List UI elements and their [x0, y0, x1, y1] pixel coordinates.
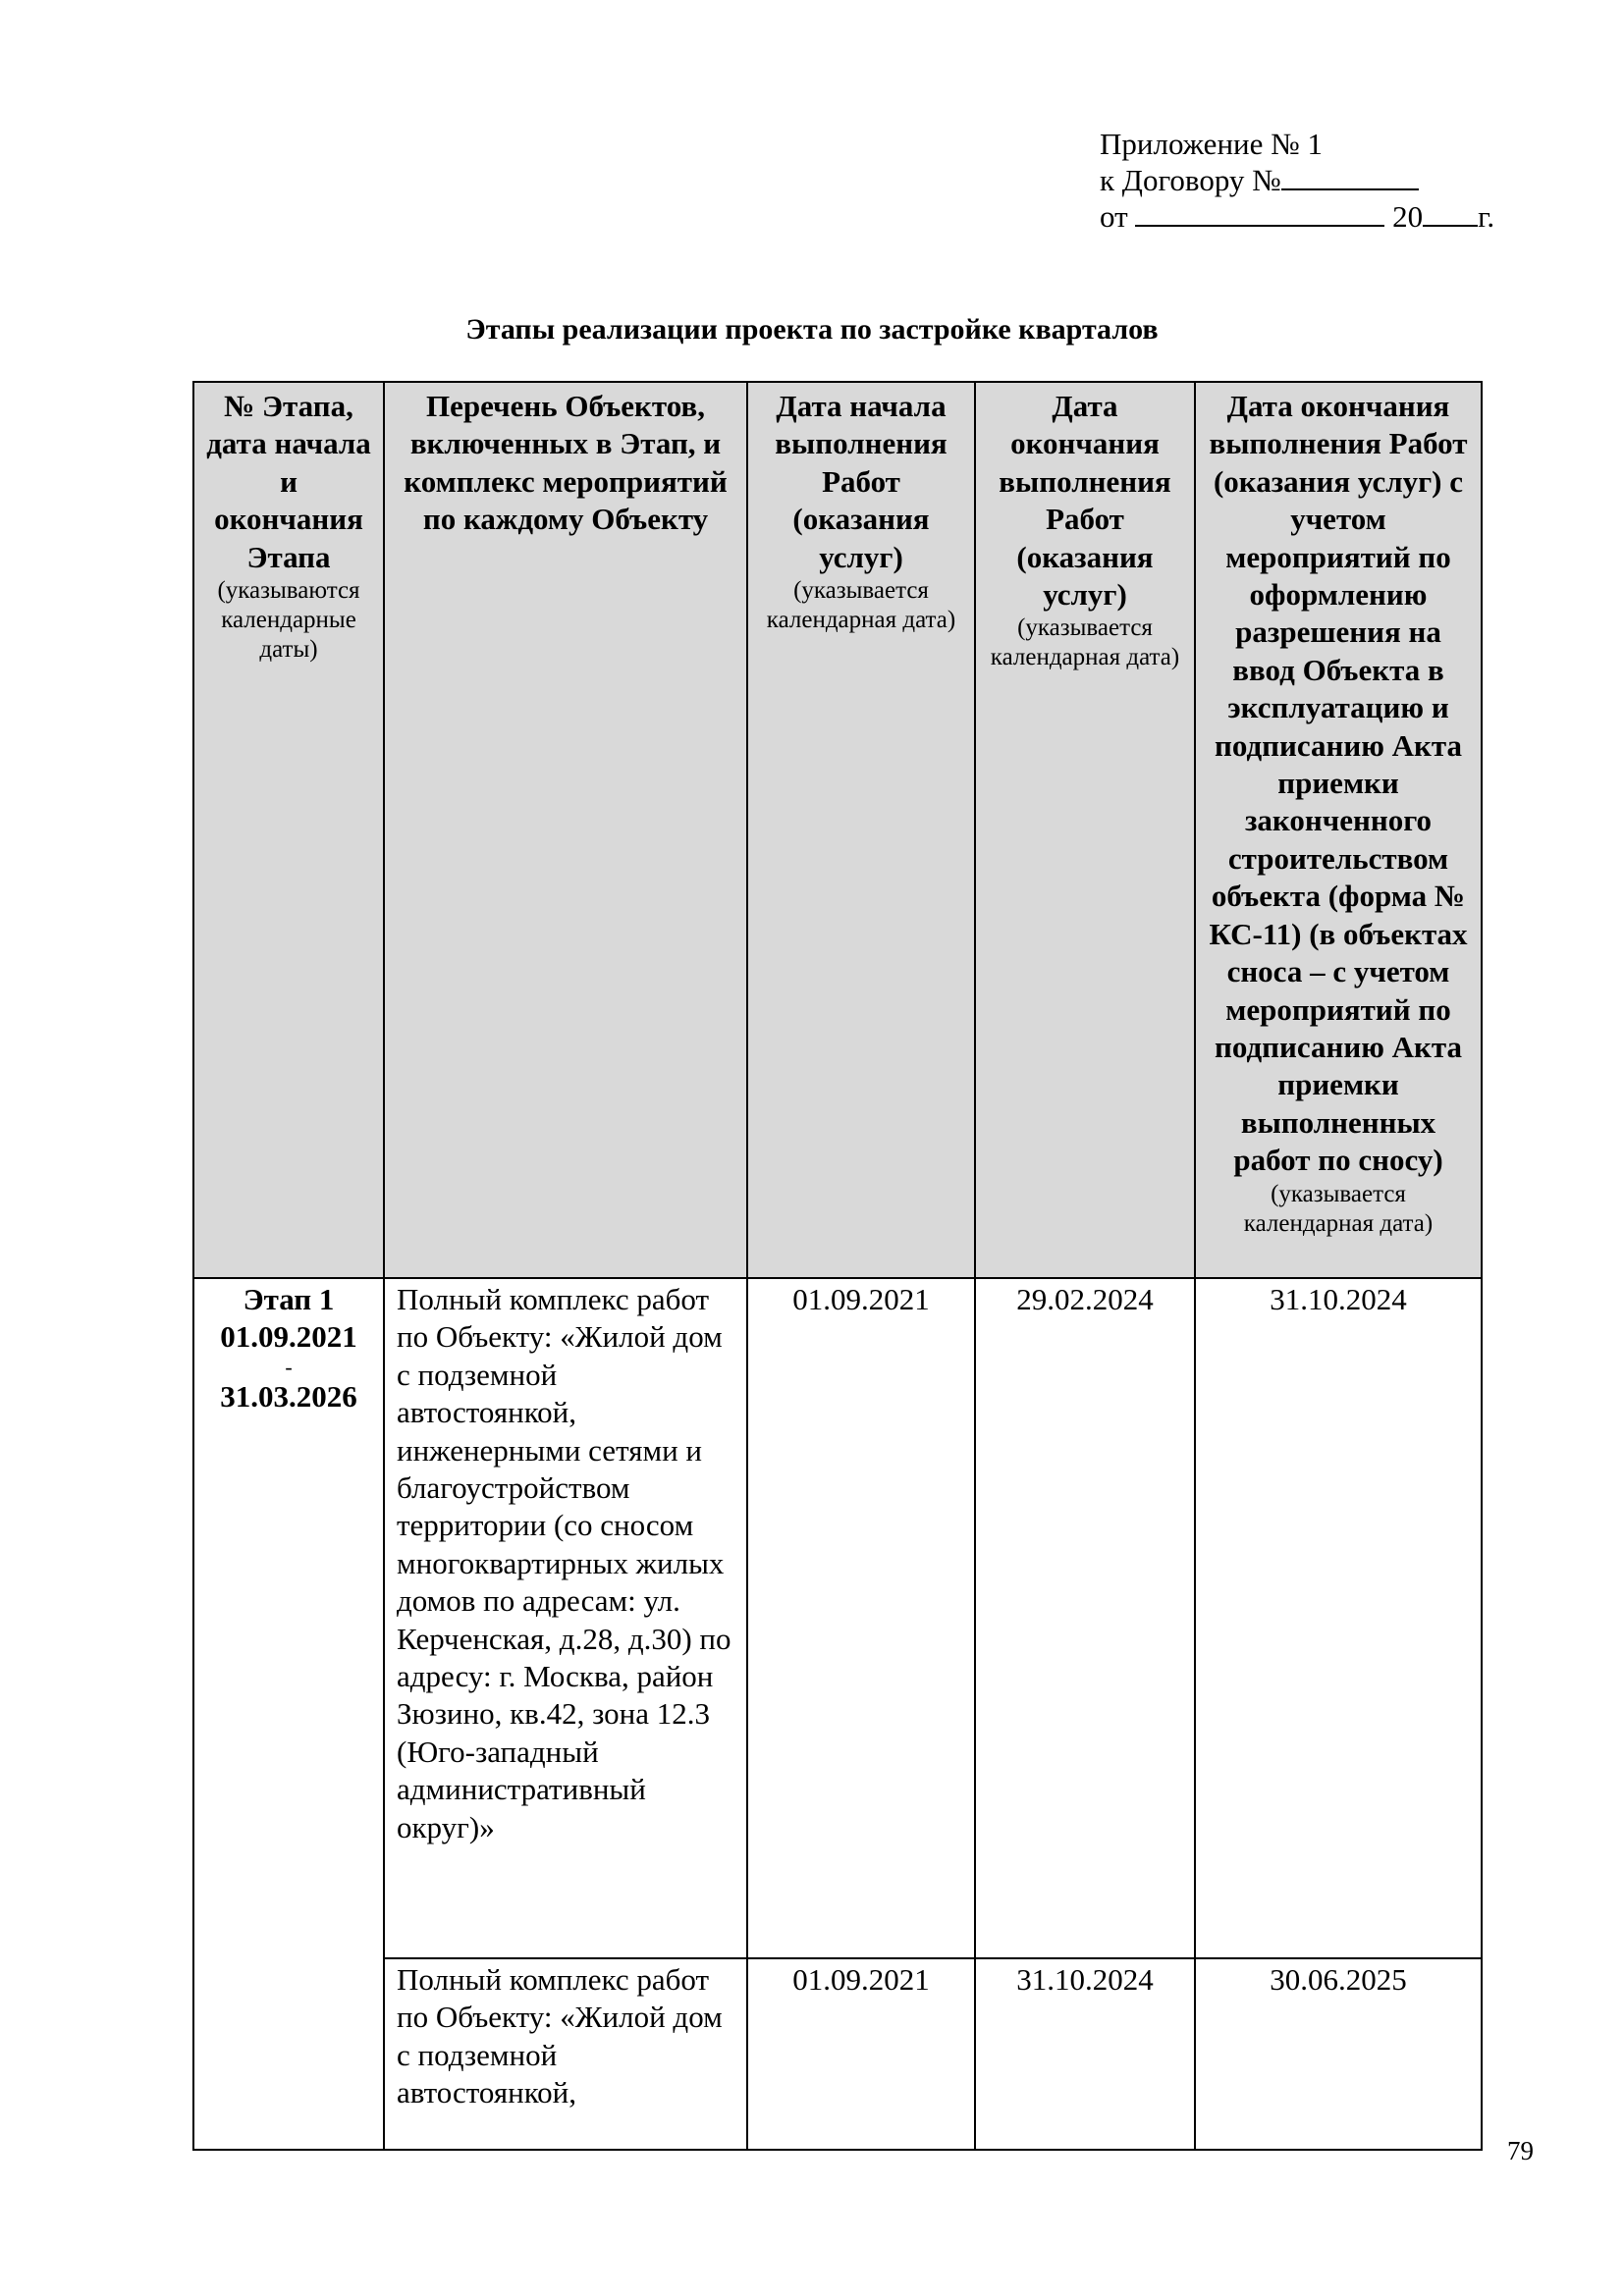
table-row — [193, 1958, 1482, 2150]
final-date: 31.10.2024 — [1195, 1278, 1482, 1958]
header-end-date — [975, 382, 1195, 1278]
header-end-date-note: (указывается календарная дата) — [990, 614, 1180, 671]
stage-start: 01.09.2021 — [220, 1319, 357, 1355]
header-objects-label: Перечень Объектов, включенных в Этап, и комплекс мероприятий по каждому Объекту — [404, 389, 728, 537]
stages-table — [192, 381, 1483, 2151]
stage-dash: - — [285, 1354, 293, 1379]
header-stage-label: № Этапа, дата начала и окончания Этапа — [206, 389, 371, 574]
appendix-line-1: Приложение № 1 — [1100, 127, 1323, 161]
appendix-year-prefix: 20 — [1392, 199, 1424, 234]
table-header-row — [193, 382, 1482, 1278]
end-date: 31.10.2024 — [975, 1958, 1195, 2150]
end-date: 29.02.2024 — [975, 1278, 1195, 1958]
appendix-header — [1100, 126, 1494, 235]
appendix-date-prefix: от — [1100, 199, 1128, 234]
stage-cell — [193, 1278, 384, 2150]
final-date: 30.06.2025 — [1195, 1958, 1482, 2150]
table-row — [193, 1278, 1482, 1958]
appendix-line-3 — [1100, 198, 1494, 235]
contract-year-blank — [1423, 199, 1478, 227]
contract-date-blank — [1135, 199, 1384, 227]
header-start-date-note: (указывается календарная дата) — [766, 577, 956, 634]
object-description: Полный комплекс работ по Объекту: «Жилой дом с подземной автостоянкой, инженерными сетями и благоустройством территории (со сносом многоквартирных жилых домов по адресам: ул. Керченская, д.28, д.30) по адресу: г. Москва, район Зюзино, кв.42, зона 12.3 (Юго-западный административный округ)» — [384, 1278, 747, 1958]
object-description: Полный комплекс работ по Объекту: «Жилой дом с подземной автостоянкой, — [384, 1958, 747, 2150]
appendix-year-suffix: г. — [1478, 199, 1495, 234]
header-stage — [193, 382, 384, 1278]
stage-name: Этап 1 — [243, 1282, 335, 1316]
header-end-date-label: Дата окончания выполнения Работ (оказания услуг) — [999, 389, 1171, 613]
header-stage-note: (указываются календарные даты) — [217, 577, 360, 664]
contract-number-blank — [1281, 163, 1419, 190]
stage-end: 31.03.2026 — [220, 1378, 357, 1414]
appendix-contract-label: к Договору № — [1100, 163, 1281, 197]
header-final-date-label: Дата окончания выполнения Работ (оказания услуг) с учетом мероприятий по оформлению разрешения на ввод Объекта в эксплуатацию и подписанию Акта приемки законченного строительством объекта (форма № КС-11) (в объектах сноса – с учетом мероприятий по подписанию Акта приемки выполненных работ по сносу) — [1209, 389, 1468, 1178]
start-date: 01.09.2021 — [747, 1278, 975, 1958]
start-date: 01.09.2021 — [747, 1958, 975, 2150]
appendix-line-2 — [1100, 162, 1494, 198]
header-final-date-note: (указывается календарная дата) — [1243, 1180, 1434, 1237]
header-final-date — [1195, 382, 1482, 1278]
document-title: Этапы реализации проекта по застройке кварталов — [465, 313, 1159, 346]
header-start-date — [747, 382, 975, 1278]
page-number: 79 — [1507, 2136, 1534, 2165]
header-objects — [384, 382, 747, 1278]
header-start-date-label: Дата начала выполнения Работ (оказания услуг) — [775, 389, 947, 574]
